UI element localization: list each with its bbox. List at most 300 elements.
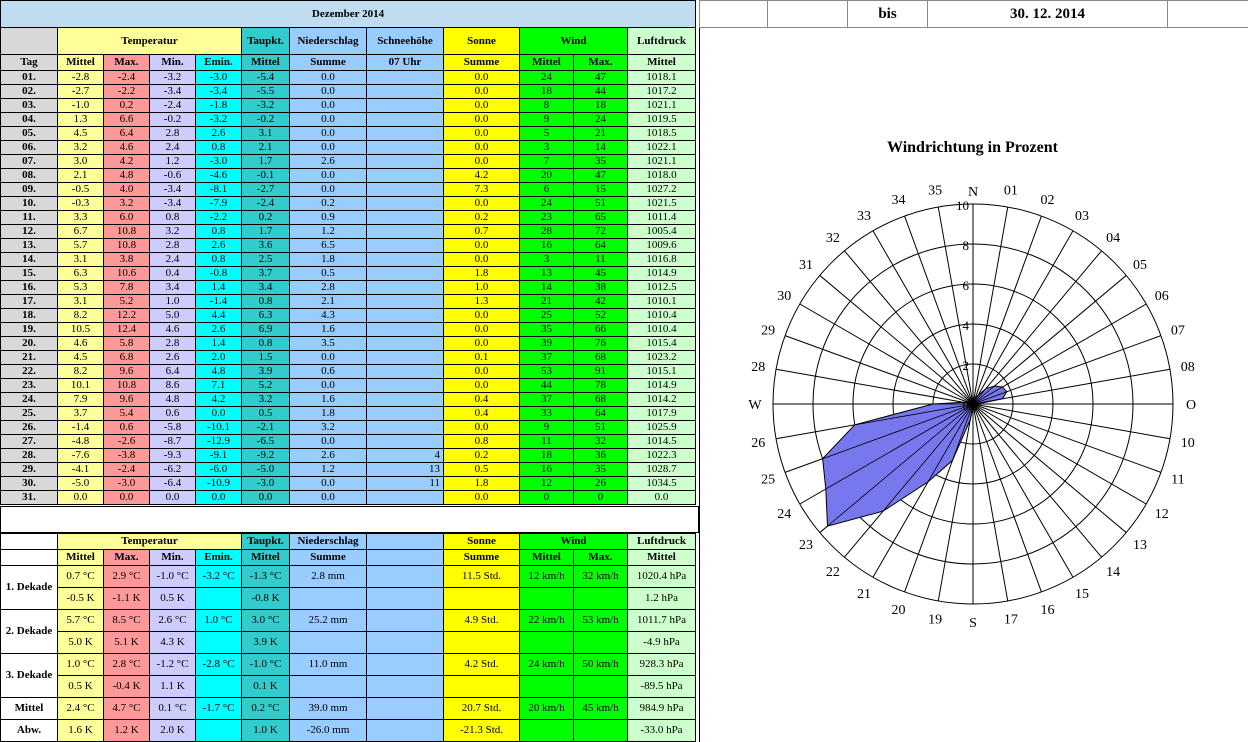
summary-min-cell: -1.2 °C [150,654,196,676]
niederschlag-cell: 0.0 [290,351,367,365]
summary-row [1,610,696,632]
summary-emin-cell [196,588,242,610]
dir-label: 22 [825,564,840,580]
summary-schnee-cell [367,698,444,720]
dir-label: 19 [928,612,943,628]
taupkt-cell: -6.5 [242,435,290,449]
wind-max-cell: 78 [574,379,628,393]
emin-cell: 0.8 [196,225,242,239]
emin-cell: -10.9 [196,477,242,491]
summary-label: 1. Dekade [1,566,58,610]
daily-row [1,99,696,113]
emin-cell: -6.0 [196,463,242,477]
taupkt-cell: 6.3 [242,309,290,323]
r-tick-label: 8 [962,238,969,253]
sonne-cell: 0.0 [444,155,520,169]
daily-row [1,491,696,505]
dir-label: 33 [857,209,871,225]
group-sonne: Sonne [444,28,520,55]
sonne-cell: 1.8 [444,477,520,491]
sum-group-niederschlag: Niederschlag [290,534,367,550]
taupkt-cell: -3.2 [242,99,290,113]
max-cell: 4.6 [104,141,150,155]
blank-header [1,28,58,55]
emin-cell: 2.6 [196,239,242,253]
max-cell: -2.6 [104,435,150,449]
summary-schnee-cell [367,654,444,676]
summary-max-cell: 8.5 °C [104,610,150,632]
day-cell: 24. [1,393,58,407]
summary-row [1,632,696,654]
summary-wind-max-cell: 53 km/h [574,610,628,632]
schnee-cell [367,295,444,309]
wind-max-cell: 51 [574,421,628,435]
summary-min-cell: 2.6 °C [150,610,196,632]
wind-max-cell: 64 [574,239,628,253]
daily-table [0,0,696,505]
emin-cell: -1.4 [196,295,242,309]
luftdruck-cell: 1015.1 [628,365,696,379]
date-range-header [699,0,1248,28]
summary-schnee-cell [367,676,444,698]
luftdruck-cell: 1014.5 [628,435,696,449]
bis-label: bis [848,1,928,28]
dir-label: 17 [1003,612,1018,628]
hdr-cell-1 [700,1,768,28]
daily-row [1,435,696,449]
luftdruck-cell: 1023.2 [628,351,696,365]
min-cell: 2.8 [150,127,196,141]
niederschlag-cell: 0.0 [290,435,367,449]
niederschlag-cell: 0.0 [290,113,367,127]
summary-schnee-cell [367,632,444,654]
wind-mittel-cell: 53 [520,365,574,379]
wind-mittel-cell: 9 [520,421,574,435]
mittel-cell: -1.0 [58,99,104,113]
mittel-cell: 6.3 [58,267,104,281]
col-wind-mittel: Mittel [520,55,574,71]
luftdruck-cell: 1011.4 [628,211,696,225]
luftdruck-cell: 1010.1 [628,295,696,309]
schnee-cell [367,421,444,435]
summary-emin-cell [196,720,242,742]
table-gap [0,506,699,533]
sonne-cell: 0.0 [444,197,520,211]
min-cell: -0.6 [150,169,196,183]
wind-max-cell: 24 [574,113,628,127]
luftdruck-cell: 1019.5 [628,113,696,127]
day-cell: 29. [1,463,58,477]
niederschlag-cell: 0.0 [290,477,367,491]
luftdruck-cell: 0.0 [628,491,696,505]
niederschlag-cell: 0.0 [290,99,367,113]
min-cell: 0.4 [150,267,196,281]
wind-max-cell: 35 [574,155,628,169]
max-cell: 0.2 [104,99,150,113]
taupkt-cell: 1.5 [242,351,290,365]
wind-max-cell: 21 [574,127,628,141]
daily-row [1,113,696,127]
summary-luftdruck-cell: 984.9 hPa [628,698,696,720]
sum-group-taupkt: Taupkt. [242,534,290,550]
dir-label: 04 [1106,231,1121,247]
wind-max-cell: 11 [574,253,628,267]
wind-mittel-cell: 18 [520,449,574,463]
niederschlag-cell: 1.2 [290,225,367,239]
sonne-cell: 7.3 [444,183,520,197]
sonne-cell: 0.8 [444,435,520,449]
sonne-cell: 0.0 [444,491,520,505]
luftdruck-cell: 1005.4 [628,225,696,239]
wind-max-cell: 68 [574,393,628,407]
mittel-cell: 3.3 [58,211,104,225]
summary-wind-max-cell [574,676,628,698]
max-cell: -2.4 [104,71,150,85]
summary-row [1,588,696,610]
emin-cell: -3.2 [196,113,242,127]
day-cell: 01. [1,71,58,85]
schnee-cell [367,99,444,113]
dir-label: 30 [777,289,792,304]
schnee-cell [367,309,444,323]
sum-group-luftdruck: Luftdruck [628,534,696,550]
min-cell: 3.2 [150,225,196,239]
taupkt-cell: 3.9 [242,365,290,379]
summary-schnee-cell [367,720,444,742]
mittel-cell: 3.2 [58,141,104,155]
sonne-cell: 1.3 [444,295,520,309]
min-cell: 0.8 [150,211,196,225]
min-cell: 8.6 [150,379,196,393]
luftdruck-cell: 1018.0 [628,169,696,183]
taupkt-cell: 0.5 [242,407,290,421]
wind-mittel-cell: 6 [520,183,574,197]
max-cell: 5.2 [104,295,150,309]
sum-col-sonne: Summe [444,550,520,566]
luftdruck-cell: 1017.9 [628,407,696,421]
min-cell: 4.8 [150,393,196,407]
min-cell: 2.4 [150,253,196,267]
max-cell: -3.0 [104,477,150,491]
min-cell: 1.0 [150,295,196,309]
emin-cell: -1.8 [196,99,242,113]
luftdruck-cell: 1021.1 [628,155,696,169]
taupkt-cell: 6.9 [242,323,290,337]
wind-max-cell: 52 [574,309,628,323]
sum-col-mittel: Mittel [58,550,104,566]
wind-mittel-cell: 24 [520,197,574,211]
day-cell: 10. [1,197,58,211]
max-cell: 12.4 [104,323,150,337]
day-cell: 21. [1,351,58,365]
sonne-cell: 0.0 [444,71,520,85]
dir-label: 02 [1040,193,1055,209]
dir-label: 24 [777,507,792,522]
wind-max-cell: 44 [574,85,628,99]
dir-label: 26 [751,435,766,451]
summary-emin-cell: -1.7 °C [196,698,242,720]
wind-mittel-cell: 37 [520,393,574,407]
niederschlag-cell: 1.8 [290,407,367,421]
summary-luftdruck-cell: 1011.7 hPa [628,610,696,632]
emin-cell: 0.0 [196,407,242,421]
max-cell: 3.8 [104,253,150,267]
dir-label: 08 [1180,360,1195,376]
dir-label: 20 [891,602,906,618]
sonne-cell: 0.0 [444,113,520,127]
emin-cell: -10.1 [196,421,242,435]
max-cell: 0.0 [104,491,150,505]
max-cell: 7.8 [104,281,150,295]
daily-row [1,351,696,365]
day-cell: 09. [1,183,58,197]
summary-label: Mittel [1,698,58,720]
sonne-cell: 0.0 [444,253,520,267]
emin-cell: 4.2 [196,393,242,407]
schnee-cell [367,197,444,211]
col-tag: Tag [1,55,58,71]
schnee-cell [367,323,444,337]
niederschlag-cell: 0.0 [290,127,367,141]
sum-col-max: Max. [104,550,150,566]
summary-mittel-cell: 1.0 °C [58,654,104,676]
daily-row [1,239,696,253]
niederschlag-cell: 0.2 [290,197,367,211]
day-cell: 08. [1,169,58,183]
emin-cell: -0.8 [196,267,242,281]
sonne-cell: 0.0 [444,421,520,435]
daily-row [1,267,696,281]
max-cell: 6.0 [104,211,150,225]
wind-mittel-cell: 16 [520,239,574,253]
niederschlag-cell: 0.0 [290,85,367,99]
max-cell: 6.8 [104,351,150,365]
niederschlag-cell: 0.0 [290,169,367,183]
taupkt-cell: 0.2 [242,211,290,225]
summary-taupkt-cell: -1.3 °C [242,566,290,588]
min-cell: 2.4 [150,141,196,155]
schnee-cell [367,379,444,393]
summary-min-cell: 0.5 K [150,588,196,610]
schnee-cell [367,435,444,449]
max-cell: 6.6 [104,113,150,127]
wind-mittel-cell: 8 [520,99,574,113]
emin-cell: -8.1 [196,183,242,197]
wind-mittel-cell: 0 [520,491,574,505]
min-cell: 2.8 [150,239,196,253]
luftdruck-cell: 1021.5 [628,197,696,211]
wind-max-cell: 38 [574,281,628,295]
r-tick-label: 2 [962,358,969,373]
summary-wind-mittel-cell [520,720,574,742]
summary-wind-max-cell: 32 km/h [574,566,628,588]
summary-niederschlag-cell: 11.0 mm [290,654,367,676]
max-cell: 9.6 [104,393,150,407]
max-cell: -3.8 [104,449,150,463]
wind-max-cell: 64 [574,407,628,421]
daily-row [1,169,696,183]
max-cell: 10.6 [104,267,150,281]
mittel-cell: 10.5 [58,323,104,337]
wind-max-cell: 45 [574,267,628,281]
daily-row [1,393,696,407]
dir-label: 29 [761,323,776,339]
day-cell: 27. [1,435,58,449]
wind-mittel-cell: 20 [520,169,574,183]
emin-cell: -9.1 [196,449,242,463]
niederschlag-cell: 6.5 [290,239,367,253]
summary-niederschlag-cell: 39.0 mm [290,698,367,720]
sum-col-schnee [367,550,444,566]
min-cell: 2.6 [150,351,196,365]
col-schnee-07: 07 Uhr [367,55,444,71]
taupkt-cell: 2.1 [242,141,290,155]
r-tick-label: 4 [962,318,969,333]
sum-blank [1,534,58,550]
sonne-cell: 0.5 [444,463,520,477]
wind-max-cell: 68 [574,351,628,365]
niederschlag-cell: 2.1 [290,295,367,309]
mittel-cell: 3.7 [58,407,104,421]
dir-label: 06 [1154,289,1169,304]
daily-row [1,463,696,477]
summary-sonne-cell [444,676,520,698]
emin-cell: 1.4 [196,337,242,351]
day-cell: 03. [1,99,58,113]
sonne-cell: 0.0 [444,379,520,393]
end-date: 30. 12. 2014 [928,1,1168,28]
summary-max-cell: -0.4 K [104,676,150,698]
taupkt-cell: 3.2 [242,393,290,407]
max-cell: 0.6 [104,421,150,435]
sum-col-emin: Emin. [196,550,242,566]
group-taupkt: Taupkt. [242,28,290,55]
luftdruck-cell: 1018.5 [628,127,696,141]
niederschlag-cell: 0.6 [290,365,367,379]
max-cell: 5.8 [104,337,150,351]
day-cell: 02. [1,85,58,99]
r-tick-label: 0 [962,398,969,413]
dir-label: 07 [1170,323,1185,339]
dir-label: S [969,616,977,631]
group-schneehoehe: Schneehöhe [367,28,444,55]
daily-row [1,337,696,351]
summary-max-cell: -1.1 K [104,588,150,610]
summary-taupkt-cell: 3.9 K [242,632,290,654]
wind-max-cell: 72 [574,225,628,239]
summary-max-cell: 5.1 K [104,632,150,654]
day-cell: 20. [1,337,58,351]
day-cell: 18. [1,309,58,323]
taupkt-cell: 0.0 [242,491,290,505]
mittel-cell: 2.1 [58,169,104,183]
luftdruck-cell: 1018.1 [628,71,696,85]
dir-label: 34 [891,193,906,209]
dir-label: 11 [1171,472,1185,488]
mittel-cell: 3.0 [58,155,104,169]
wind-mittel-cell: 3 [520,141,574,155]
taupkt-cell: 3.1 [242,127,290,141]
summary-niederschlag-cell: -26.0 mm [290,720,367,742]
max-cell: 4.8 [104,169,150,183]
wind-max-cell: 66 [574,323,628,337]
taupkt-cell: 2.5 [242,253,290,267]
schnee-cell [367,211,444,225]
day-cell: 11. [1,211,58,225]
emin-cell: 1.4 [196,281,242,295]
wind-max-cell: 32 [574,435,628,449]
dir-label: 25 [761,472,776,488]
col-nied-summe: Summe [290,55,367,71]
summary-sonne-cell: 20.7 Std. [444,698,520,720]
summary-min-cell: -1.0 °C [150,566,196,588]
day-cell: 14. [1,253,58,267]
summary-mittel-cell: -0.5 K [58,588,104,610]
sonne-cell: 0.0 [444,323,520,337]
dir-label: 01 [1003,183,1018,199]
dir-label: 16 [1040,602,1055,618]
min-cell: 3.4 [150,281,196,295]
luftdruck-cell: 1012.5 [628,281,696,295]
day-cell: 07. [1,155,58,169]
dir-label: 23 [799,538,814,554]
mittel-cell: 3.1 [58,295,104,309]
chart-title: Windrichtung in Prozent [887,139,1058,156]
luftdruck-cell: 1017.2 [628,85,696,99]
min-cell: -3.2 [150,71,196,85]
min-cell: -3.4 [150,85,196,99]
mittel-cell: 8.2 [58,365,104,379]
summary-sonne-cell [444,588,520,610]
summary-min-cell: 0.1 °C [150,698,196,720]
daily-row [1,477,696,491]
sum-col-wind-mittel: Mittel [520,550,574,566]
mittel-cell: -0.3 [58,197,104,211]
col-mittel: Mittel [58,55,104,71]
luftdruck-cell: 1014.9 [628,267,696,281]
daily-row [1,281,696,295]
daily-row [1,365,696,379]
luftdruck-cell: 1027.2 [628,183,696,197]
schnee-cell [367,71,444,85]
luftdruck-cell: 1022.1 [628,141,696,155]
luftdruck-cell: 1014.2 [628,393,696,407]
col-min: Min. [150,55,196,71]
summary-min-cell: 1.1 K [150,676,196,698]
summary-wind-mittel-cell: 24 km/h [520,654,574,676]
taupkt-cell: -3.0 [242,477,290,491]
daily-row [1,449,696,463]
summary-luftdruck-cell: -89.5 hPa [628,676,696,698]
summary-niederschlag-cell: 25.2 mm [290,610,367,632]
mittel-cell: 5.3 [58,281,104,295]
wind-rose-chart [740,160,1210,640]
luftdruck-cell: 1009.6 [628,239,696,253]
niederschlag-cell: 1.6 [290,323,367,337]
taupkt-cell: -2.4 [242,197,290,211]
dir-label: O [1185,398,1197,413]
col-sonne-summe: Summe [444,55,520,71]
dir-label: 14 [1106,564,1121,580]
wind-max-cell: 15 [574,183,628,197]
min-cell: -3.4 [150,197,196,211]
wind-mittel-cell: 33 [520,407,574,421]
summary-max-cell: 2.8 °C [104,654,150,676]
daily-row [1,379,696,393]
summary-emin-cell: -3.2 °C [196,566,242,588]
sonne-cell: 1.0 [444,281,520,295]
summary-emin-cell: -2.8 °C [196,654,242,676]
